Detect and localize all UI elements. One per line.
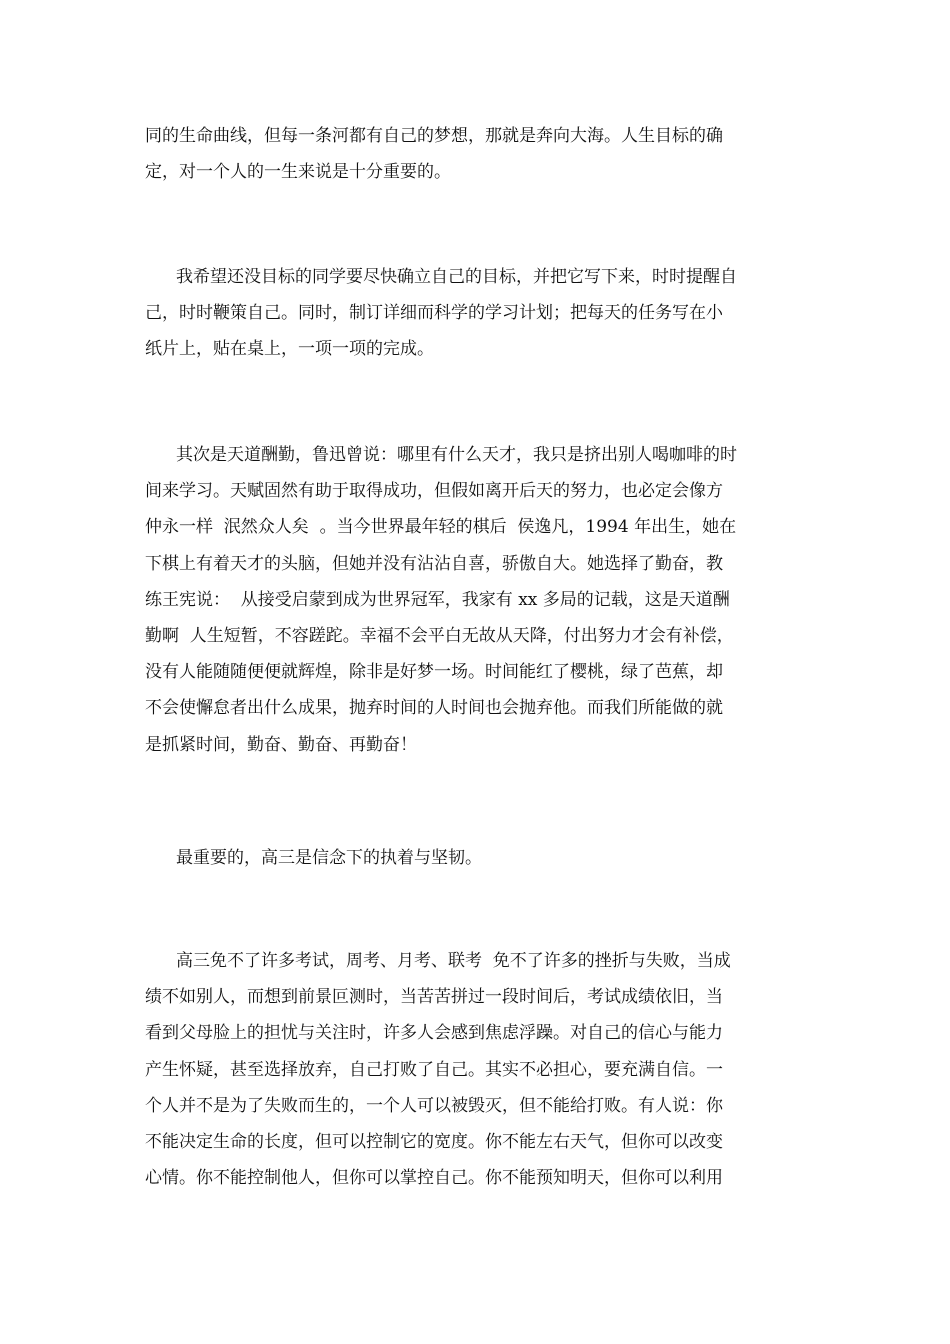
- text-line: 同的生命曲线，但每一条河都有自己的梦想，那就是奔向大海。人生目标的确: [145, 126, 723, 146]
- paragraph-perseverance: [145, 840, 810, 876]
- text-line: 练王宪说： 从接受启蒙到成为世界冠军，我家有 xx 多局的记载，这是天道酬: [145, 589, 730, 610]
- text-line: 不会使懈怠者出什么成果，抛弃时间的人时间也会抛弃他。而我们所能做的就: [145, 698, 723, 719]
- text-line: 下棋上有着天才的头脑，但她并没有沾沾自喜，骄傲自大。她选择了勤奋，教: [145, 553, 723, 574]
- text-line: 心情。你不能控制他人，但你可以掌控自己。你不能预知明天，但你可以利用: [145, 1168, 723, 1189]
- paragraph-diligence: [145, 437, 810, 763]
- text-line: 定，对一个人的一生来说是十分重要的。: [145, 162, 451, 183]
- paragraph-set-goals: [145, 259, 810, 368]
- text-line: 高三免不了许多考试，周考、月考、联考 免不了许多的挫折与失败，当成: [176, 951, 731, 971]
- text-line: 没有人能随随便便就辉煌，除非是好梦一场。时间能红了樱桃，绿了芭蕉，却: [145, 662, 723, 683]
- text-line: 勤啊 人生短暂，不容蹉跎。幸福不会平白无故从天降，付出努力才会有补偿，: [145, 625, 734, 646]
- text-line: 看到父母脸上的担忧与关注时，许多人会感到焦虑浮躁。对自己的信心与能力: [145, 1023, 723, 1044]
- text-line: 个人并不是为了失败而生的，一个人可以被毁灭，但不能给打败。有人说：你: [145, 1095, 723, 1116]
- text-line: 我希望还没目标的同学要尽快确立自己的目标，并把它写下来，时时提醒自: [176, 267, 737, 287]
- text-line: 产生怀疑，甚至选择放弃，自己打败了自己。其实不必担心，要充满自信。一: [145, 1059, 723, 1080]
- text-line: 不能决定生命的长度，但可以控制它的宽度。你不能左右天气，但你可以改变: [145, 1131, 723, 1152]
- text-line: 仲永一样 泯然众人矣 。当今世界最年轻的棋后 侯逸凡，1994 年出生，她在: [145, 517, 737, 538]
- paragraph-life-goal: [145, 118, 810, 190]
- text-line: 己，时时鞭策自己。同时，制订详细而科学的学习计划；把每天的任务写在小: [145, 303, 723, 324]
- paragraph-exams: [145, 943, 810, 1196]
- text-line: 纸片上，贴在桌上，一项一项的完成。: [145, 339, 434, 360]
- text-line: 是抓紧时间，勤奋、勤奋、再勤奋！: [145, 734, 417, 755]
- text-line: 其次是天道酬勤，鲁迅曾说：哪里有什么天才，我只是挤出别人喝咖啡的时: [176, 445, 737, 465]
- text-line: 绩不如别人，而想到前景叵测时，当苦苦拼过一段时间后，考试成绩依旧，当: [145, 987, 723, 1008]
- text-line: 最重要的，高三是信念下的执着与坚韧。: [176, 848, 482, 868]
- text-line: 间来学习。天赋固然有助于取得成功，但假如离开后天的努力，也必定会像方: [145, 481, 723, 502]
